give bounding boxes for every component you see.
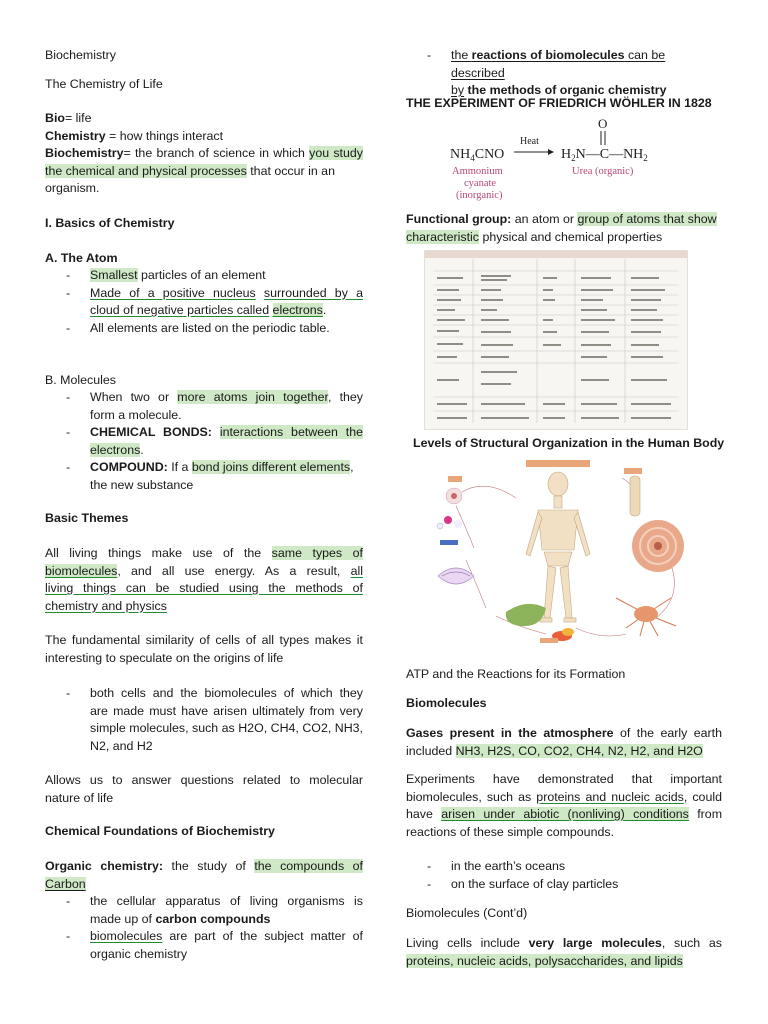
doc-title: Biochemistry [45,48,116,62]
label-body-system [526,460,590,467]
organic-chemistry-def: Organic chemistry: the study of the compounds of Carbon [45,859,363,891]
doc-subtitle: The Chemistry of Life [45,77,163,91]
wohler-heading: THE EXPERIMENT OF FRIEDRICH WÖHLER IN 1828 [406,96,712,110]
locations-list: - in the earth’s oceans - on the surface of clay particles [427,859,619,891]
heat-label: Heat [520,136,539,147]
reactant-label-1: Ammonium [452,166,503,177]
definitions: Bio= life Chemistry = how things interact Biochemistry= the branch of science in which you study the chemical and physical processes that occur in an organism. [45,111,363,195]
reactant-label-2: cyanate [464,178,497,189]
urea-reaction-diagram [448,114,678,206]
functional-groups-table [424,250,688,430]
foundations-list: - the cellular apparatus of living organisms is made up of carbon compounds - biomolecules are part of the subject matter of organic chemistry [66,894,363,961]
biomolecules-contd-heading: Biomolecules (Cont’d) [406,906,528,920]
label-atom [448,476,462,482]
reactant-formula: $NH_4CNO$ [450,147,505,163]
carbonyl-oxygen: O [598,116,608,131]
cell-icon [506,604,574,641]
atom-heading: A. The Atom [45,251,118,265]
atom-list: - Smallest particles of an element - Made of a positive nucleus surrounded by a cloud of negative particles called electrons. - All elements are listed on the periodic table. [66,268,363,335]
product-label: Urea (organic) [572,166,634,177]
foundations-heading: Chemical Foundations of Biochemistry [45,824,275,838]
biomolecules-heading: Biomolecules [406,696,487,710]
section-basics: I. Basics of Chemistry [45,216,175,230]
functional-group-def: Functional group: an atom or group of atoms that show characteristic physical and chemical properties [406,212,717,244]
molecule-icon [437,516,462,529]
body-organization-illustration [426,458,696,648]
molecules-heading: B. Molecules [45,373,116,387]
themes-paragraph-2: The fundamental similarity of cells of all types makes it interesting to speculate on the origins of life [45,633,363,665]
organic-methods-bullet: - the reactions of biomolecules can be described by the methods of organic chemistry [427,48,667,97]
product-formula: $H_2N—C—NH_2$ [561,147,648,163]
organelle-icon [438,568,474,584]
levels-title: Levels of Structural Organization in the Human Body [413,436,725,450]
atmosphere-gases: Gases present in the atmosphere of the early earth included NH3, H2S, CO, CO2, CH4, N2, H2, and H2O [406,726,722,758]
experiments-paragraph: Experiments have demonstrated that important biomolecules, such as proteins and nucleic acids, could have arisen under abiotic (nonliving) conditions from reactions of these simple compounds. [406,772,723,839]
label-organism [540,638,558,643]
living-cells-paragraph: Living cells include very large molecules, such as proteins, nucleic acids, polysaccharides, and lipids [406,936,722,968]
molecules-list: - When two or more atoms join together, they form a molecule. - CHEMICAL BONDS: interactions between the electrons. - COMPOUND: If a bond joins different elements, the new substance [66,390,364,492]
themes-bullet: - both cells and the biomolecules of which they are made must have arisen ultimately from very simple molecules, such as H2O, CH4, CO2, NH3, N2, and H2 [66,686,363,753]
reactant-label-3: (inorganic) [456,190,503,201]
atp-heading: ATP and the Reactions for its Formation [406,667,626,681]
macromolecule-icon [440,540,458,545]
themes-paragraph-3: Allows us to answer questions related to molecular nature of life [45,773,363,805]
label-tissue [624,468,642,474]
themes-paragraph-1: All living things make use of the same types of biomolecules, and all use energy. As a result, all living things can be studied using the methods of chemistry and physics [45,546,363,613]
themes-heading: Basic Themes [45,511,129,525]
